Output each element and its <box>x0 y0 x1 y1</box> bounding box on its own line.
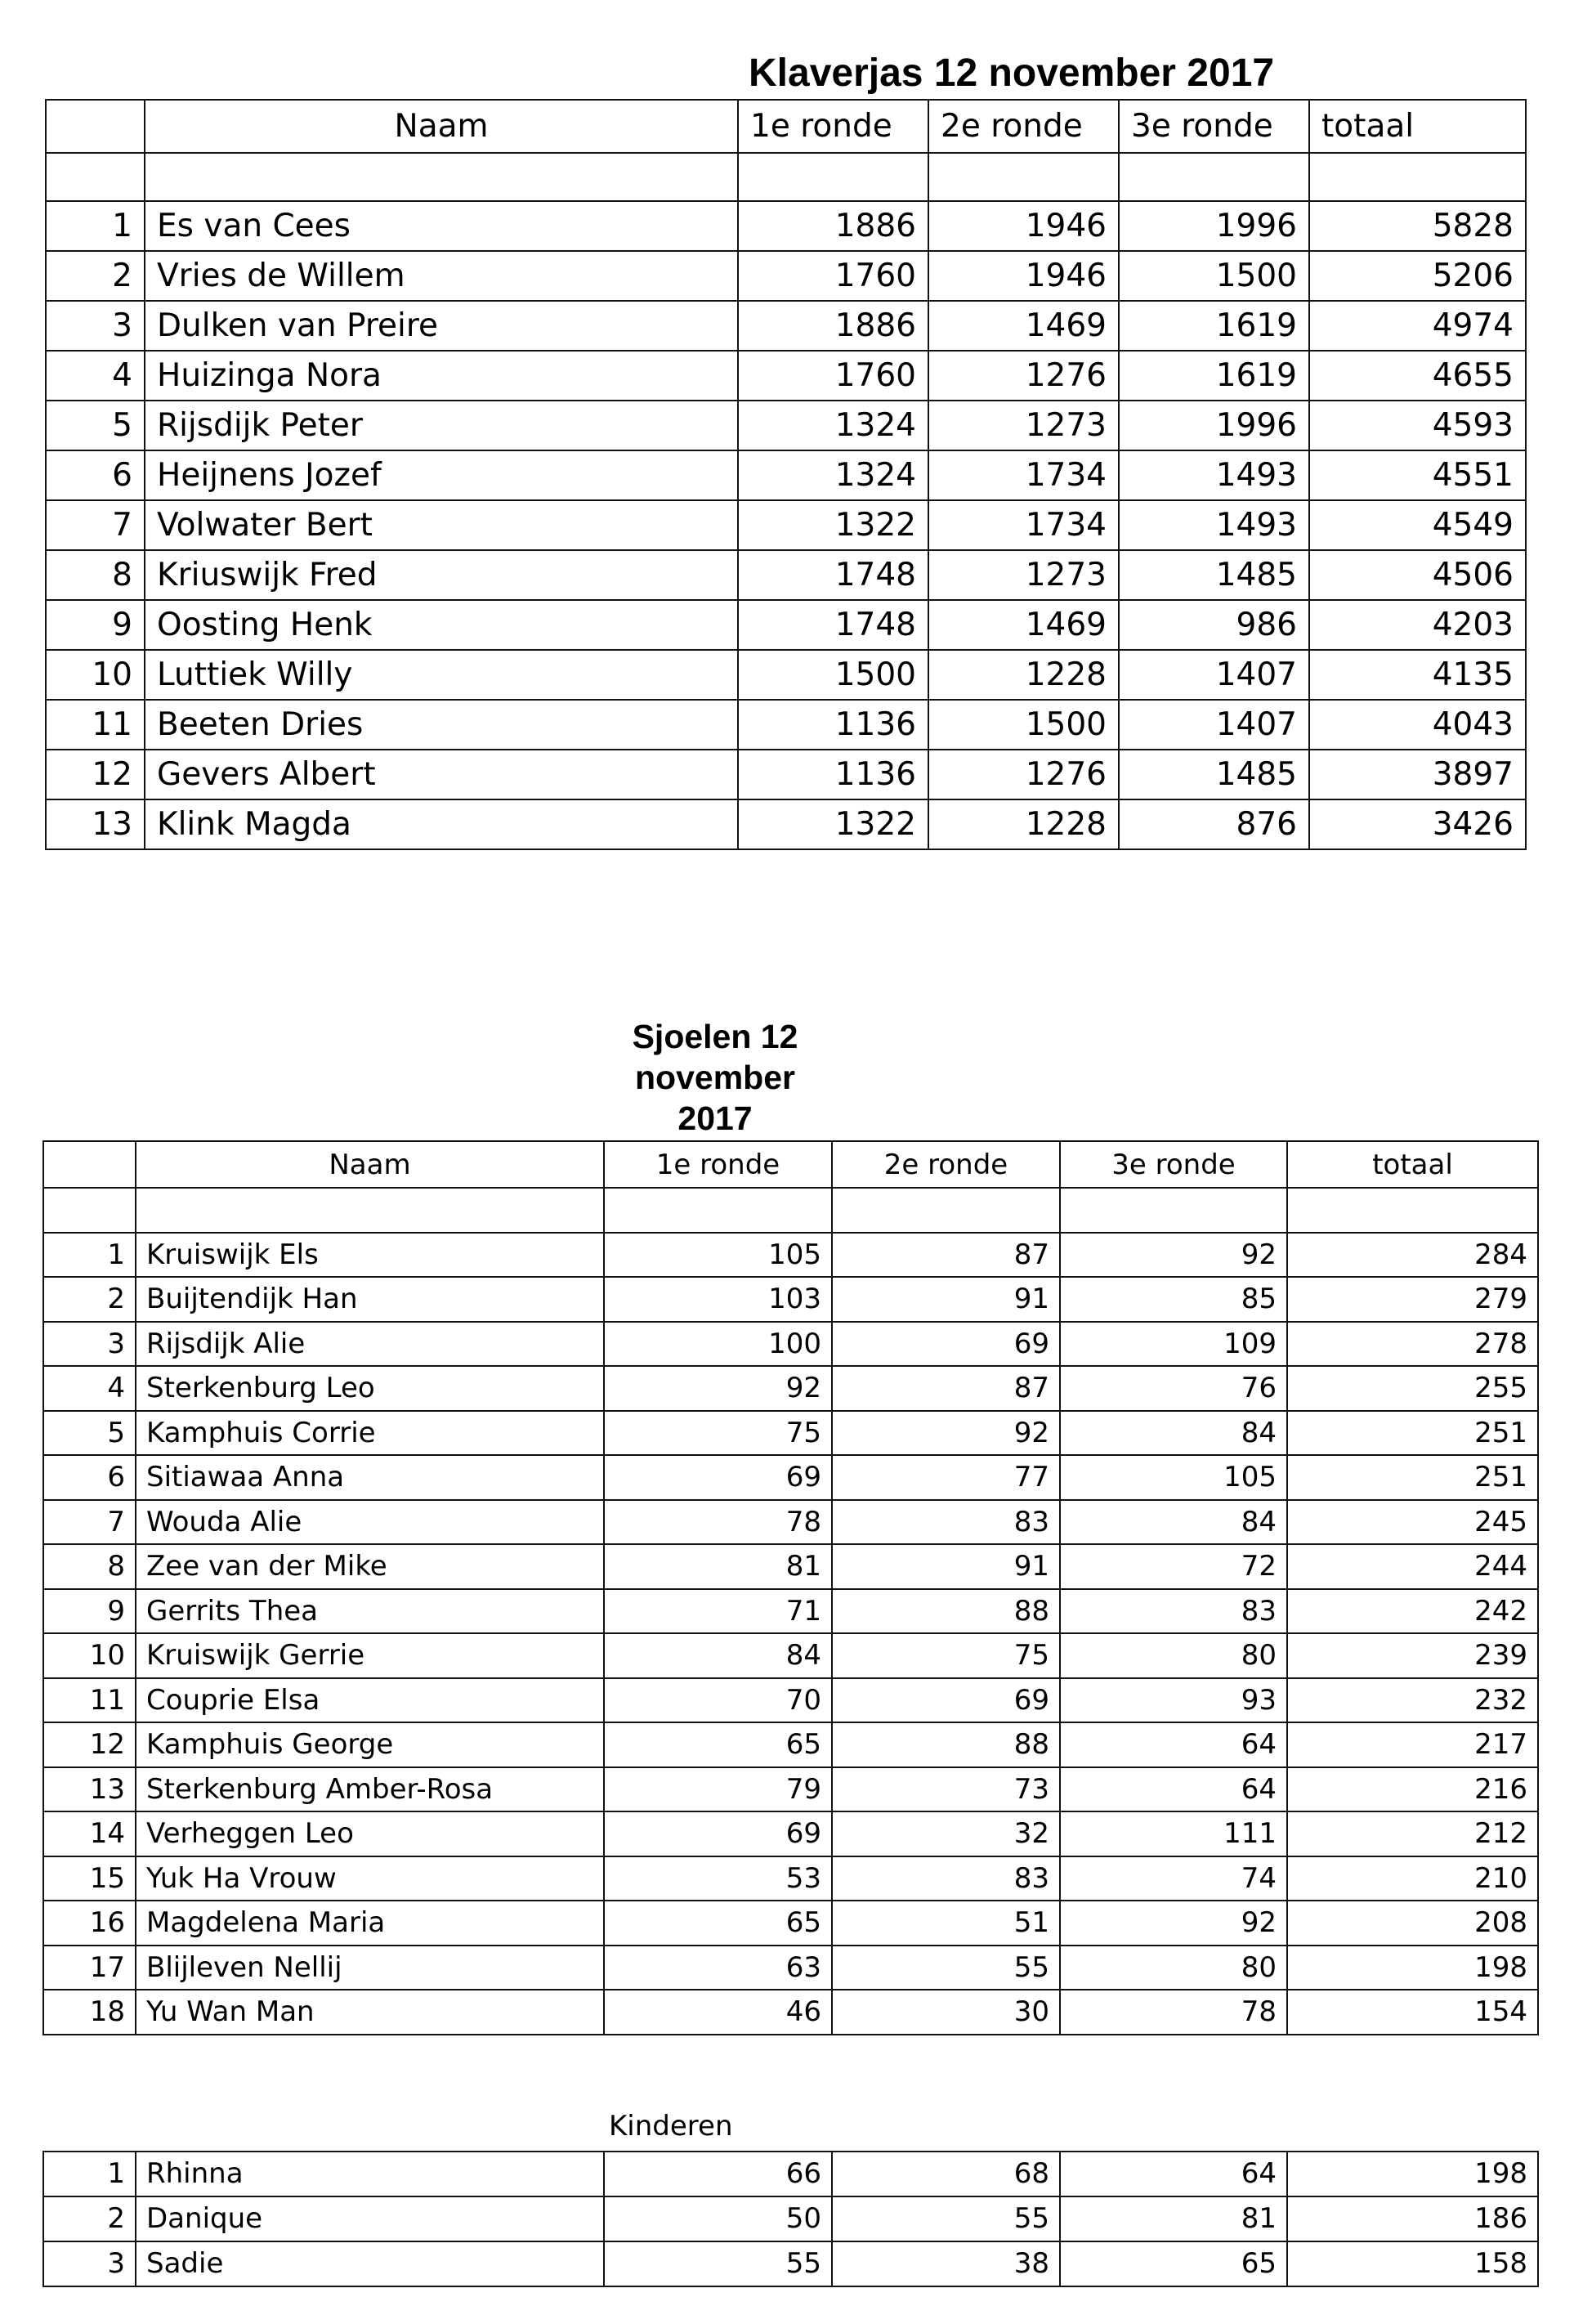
score-cell: 38 <box>832 2241 1060 2286</box>
empty-cell <box>1119 153 1309 201</box>
score-cell: 75 <box>832 1633 1060 1678</box>
rank-cell: 8 <box>46 550 145 600</box>
score-cell: 93 <box>1060 1678 1287 1723</box>
score-cell: 64 <box>1060 1722 1287 1767</box>
table-row <box>46 500 1526 550</box>
table-row <box>46 750 1526 799</box>
score-cell: 212 <box>1287 1811 1538 1856</box>
column-header: totaal <box>1287 1141 1538 1188</box>
table-row <box>46 700 1526 750</box>
score-cell: 1136 <box>738 750 928 799</box>
score-cell: 65 <box>604 1901 832 1946</box>
empty-cell <box>1060 1188 1287 1233</box>
score-cell: 78 <box>604 1500 832 1545</box>
score-cell: 244 <box>1287 1544 1538 1589</box>
score-cell: 4135 <box>1309 650 1526 700</box>
score-cell: 278 <box>1287 1322 1538 1367</box>
score-cell: 83 <box>832 1856 1060 1901</box>
score-cell: 32 <box>832 1811 1060 1856</box>
rank-cell: 1 <box>43 2152 136 2196</box>
empty-cell <box>145 153 738 201</box>
score-cell: 92 <box>832 1411 1060 1456</box>
table-row <box>43 1811 1538 1856</box>
empty-cell <box>136 1188 604 1233</box>
rank-cell: 3 <box>43 2241 136 2286</box>
name-cell: Danique <box>136 2196 604 2241</box>
kinderen-title: Kinderen <box>609 2110 733 2143</box>
sjoelen-title <box>597 1016 834 1139</box>
score-cell: 1322 <box>738 799 928 849</box>
table-row <box>46 650 1526 700</box>
score-cell: 84 <box>604 1633 832 1678</box>
score-cell: 69 <box>604 1455 832 1500</box>
score-cell: 232 <box>1287 1678 1538 1723</box>
empty-cell <box>1309 153 1526 201</box>
score-cell: 1273 <box>928 401 1119 450</box>
rank-cell: 17 <box>43 1946 136 1990</box>
rank-cell: 9 <box>43 1589 136 1634</box>
score-cell: 81 <box>1060 2196 1287 2241</box>
blank-row <box>43 1188 1538 1233</box>
table-row <box>43 1990 1538 2035</box>
score-cell: 30 <box>832 1990 1060 2035</box>
score-cell: 284 <box>1287 1233 1538 1278</box>
score-cell: 74 <box>1060 1856 1287 1901</box>
score-cell: 1276 <box>928 750 1119 799</box>
rank-cell: 2 <box>43 1277 136 1322</box>
name-cell: Magdelena Maria <box>136 1901 604 1946</box>
score-cell: 91 <box>832 1544 1060 1589</box>
score-cell: 76 <box>1060 1366 1287 1411</box>
table-row <box>46 351 1526 401</box>
column-header: Naam <box>136 1141 604 1188</box>
score-cell: 1996 <box>1119 201 1309 251</box>
score-cell: 1619 <box>1119 301 1309 351</box>
name-cell: Wouda Alie <box>136 1500 604 1545</box>
name-cell: Kruiswijk Gerrie <box>136 1633 604 1678</box>
rank-cell: 3 <box>46 301 145 351</box>
rank-cell: 10 <box>43 1633 136 1678</box>
name-cell: Couprie Elsa <box>136 1678 604 1723</box>
score-cell: 73 <box>832 1767 1060 1812</box>
sjoelen-title-line: Sjoelen 12 <box>632 1018 798 1055</box>
score-cell: 4974 <box>1309 301 1526 351</box>
table-row <box>43 2241 1538 2286</box>
table-row <box>46 251 1526 301</box>
rank-cell: 5 <box>46 401 145 450</box>
score-cell: 50 <box>604 2196 832 2241</box>
score-cell: 84 <box>1060 1411 1287 1456</box>
rank-cell: 18 <box>43 1990 136 2035</box>
empty-cell <box>928 153 1119 201</box>
score-cell: 85 <box>1060 1277 1287 1322</box>
score-cell: 69 <box>832 1678 1060 1723</box>
name-cell: Kamphuis Corrie <box>136 1411 604 1456</box>
name-cell: Kriuswijk Fred <box>145 550 738 600</box>
rank-cell: 14 <box>43 1811 136 1856</box>
name-cell: Vries de Willem <box>145 251 738 301</box>
empty-cell <box>43 1188 136 1233</box>
score-cell: 239 <box>1287 1633 1538 1678</box>
sjoelen-table <box>42 1140 1539 2035</box>
table-row <box>43 1946 1538 1990</box>
name-cell: Kruiswijk Els <box>136 1233 604 1278</box>
table-row <box>43 1322 1538 1367</box>
column-header: totaal <box>1309 100 1526 153</box>
klaverjas-table <box>45 99 1527 850</box>
score-cell: 1407 <box>1119 650 1309 700</box>
table-row <box>46 550 1526 600</box>
table-row <box>43 2196 1538 2241</box>
score-cell: 1500 <box>928 700 1119 750</box>
score-cell: 81 <box>604 1544 832 1589</box>
score-cell: 105 <box>1060 1455 1287 1500</box>
name-cell: Huizinga Nora <box>145 351 738 401</box>
rank-cell: 13 <box>46 799 145 849</box>
score-cell: 1228 <box>928 799 1119 849</box>
score-cell: 986 <box>1119 600 1309 650</box>
score-cell: 1946 <box>928 201 1119 251</box>
name-cell: Verheggen Leo <box>136 1811 604 1856</box>
name-cell: Dulken van Preire <box>145 301 738 351</box>
table-row <box>43 1500 1538 1545</box>
name-cell: Zee van der Mike <box>136 1544 604 1589</box>
score-cell: 70 <box>604 1678 832 1723</box>
score-cell: 3897 <box>1309 750 1526 799</box>
score-cell: 1500 <box>738 650 928 700</box>
table-row <box>43 1856 1538 1901</box>
score-cell: 88 <box>832 1722 1060 1767</box>
column-header: Naam <box>145 100 738 153</box>
score-cell: 55 <box>832 1946 1060 1990</box>
table-row <box>46 401 1526 450</box>
score-cell: 208 <box>1287 1901 1538 1946</box>
name-cell: Rijsdijk Peter <box>145 401 738 450</box>
score-cell: 1886 <box>738 301 928 351</box>
table-row <box>43 1411 1538 1456</box>
table-row <box>43 1233 1538 1278</box>
table-row <box>46 450 1526 500</box>
score-cell: 64 <box>1060 1767 1287 1812</box>
score-cell: 1734 <box>928 500 1119 550</box>
score-cell: 1760 <box>738 251 928 301</box>
score-cell: 1996 <box>1119 401 1309 450</box>
rank-cell: 9 <box>46 600 145 650</box>
empty-cell <box>604 1188 832 1233</box>
score-cell: 1136 <box>738 700 928 750</box>
score-cell: 4203 <box>1309 600 1526 650</box>
rank-cell: 4 <box>46 351 145 401</box>
table-row <box>46 301 1526 351</box>
score-cell: 83 <box>1060 1589 1287 1634</box>
header-row <box>46 100 1526 153</box>
score-cell: 1886 <box>738 201 928 251</box>
score-cell: 251 <box>1287 1455 1538 1500</box>
score-cell: 71 <box>604 1589 832 1634</box>
klaverjas-title: Klaverjas 12 november 2017 <box>749 51 1275 95</box>
sjoelen-title-line: 2017 <box>677 1099 753 1137</box>
score-cell: 69 <box>832 1322 1060 1367</box>
rank-cell: 8 <box>43 1544 136 1589</box>
score-cell: 1500 <box>1119 251 1309 301</box>
name-cell: Sterkenburg Amber-Rosa <box>136 1767 604 1812</box>
score-cell: 4655 <box>1309 351 1526 401</box>
name-cell: Klink Magda <box>145 799 738 849</box>
name-cell: Blijleven Nellij <box>136 1946 604 1990</box>
column-header: 2e ronde <box>832 1141 1060 1188</box>
score-cell: 55 <box>832 2196 1060 2241</box>
score-cell: 5828 <box>1309 201 1526 251</box>
score-cell: 91 <box>832 1277 1060 1322</box>
score-cell: 80 <box>1060 1633 1287 1678</box>
score-cell: 1748 <box>738 550 928 600</box>
score-cell: 1748 <box>738 600 928 650</box>
score-cell: 1228 <box>928 650 1119 700</box>
score-cell: 198 <box>1287 2152 1538 2196</box>
score-cell: 279 <box>1287 1277 1538 1322</box>
empty-cell <box>738 153 928 201</box>
rank-cell: 3 <box>43 1322 136 1367</box>
name-cell: Sitiawaa Anna <box>136 1455 604 1500</box>
table-row <box>43 1455 1538 1500</box>
table-row <box>43 1722 1538 1767</box>
score-cell: 1324 <box>738 450 928 500</box>
rank-cell: 4 <box>43 1366 136 1411</box>
score-cell: 1493 <box>1119 500 1309 550</box>
empty-cell <box>832 1188 1060 1233</box>
score-cell: 4506 <box>1309 550 1526 600</box>
rank-cell: 6 <box>46 450 145 500</box>
score-cell: 63 <box>604 1946 832 1990</box>
sjoelen-title-line: november <box>635 1059 795 1096</box>
column-header: 1e ronde <box>604 1141 832 1188</box>
header-row <box>43 1141 1538 1188</box>
score-cell: 3426 <box>1309 799 1526 849</box>
name-cell: Yuk Ha Vrouw <box>136 1856 604 1901</box>
score-cell: 198 <box>1287 1946 1538 1990</box>
score-cell: 4593 <box>1309 401 1526 450</box>
name-cell: Luttiek Willy <box>145 650 738 700</box>
score-cell: 154 <box>1287 1990 1538 2035</box>
score-cell: 75 <box>604 1411 832 1456</box>
empty-cell <box>46 153 145 201</box>
name-cell: Gerrits Thea <box>136 1589 604 1634</box>
rank-cell: 7 <box>43 1500 136 1545</box>
rank-cell: 10 <box>46 650 145 700</box>
score-cell: 92 <box>604 1366 832 1411</box>
score-cell: 1322 <box>738 500 928 550</box>
score-cell: 1276 <box>928 351 1119 401</box>
score-cell: 217 <box>1287 1722 1538 1767</box>
rank-cell: 5 <box>43 1411 136 1456</box>
rank-cell: 2 <box>46 251 145 301</box>
name-cell: Oosting Henk <box>145 600 738 650</box>
column-header: 3e ronde <box>1119 100 1309 153</box>
score-cell: 1946 <box>928 251 1119 301</box>
score-cell: 65 <box>604 1722 832 1767</box>
score-cell: 242 <box>1287 1589 1538 1634</box>
score-cell: 5206 <box>1309 251 1526 301</box>
score-cell: 92 <box>1060 1901 1287 1946</box>
score-cell: 78 <box>1060 1990 1287 2035</box>
name-cell: Rhinna <box>136 2152 604 2196</box>
name-cell: Rijsdijk Alie <box>136 1322 604 1367</box>
rank-cell: 11 <box>46 700 145 750</box>
rank-cell: 16 <box>43 1901 136 1946</box>
score-cell: 158 <box>1287 2241 1538 2286</box>
score-cell: 69 <box>604 1811 832 1856</box>
score-cell: 4549 <box>1309 500 1526 550</box>
score-cell: 1324 <box>738 401 928 450</box>
name-cell: Sadie <box>136 2241 604 2286</box>
column-header: 1e ronde <box>738 100 928 153</box>
score-cell: 80 <box>1060 1946 1287 1990</box>
score-cell: 1734 <box>928 450 1119 500</box>
name-cell: Heijnens Jozef <box>145 450 738 500</box>
score-cell: 186 <box>1287 2196 1538 2241</box>
score-cell: 105 <box>604 1233 832 1278</box>
name-cell: Volwater Bert <box>145 500 738 550</box>
score-cell: 79 <box>604 1767 832 1812</box>
score-cell: 1493 <box>1119 450 1309 500</box>
blank-row <box>46 153 1526 201</box>
table-row <box>46 799 1526 849</box>
score-cell: 88 <box>832 1589 1060 1634</box>
table-row <box>43 1678 1538 1723</box>
score-cell: 1760 <box>738 351 928 401</box>
score-cell: 1469 <box>928 301 1119 351</box>
score-cell: 1273 <box>928 550 1119 600</box>
score-cell: 84 <box>1060 1500 1287 1545</box>
score-cell: 4551 <box>1309 450 1526 500</box>
table-row <box>46 201 1526 251</box>
rank-cell: 15 <box>43 1856 136 1901</box>
score-cell: 876 <box>1119 799 1309 849</box>
score-cell: 111 <box>1060 1811 1287 1856</box>
rank-cell: 1 <box>43 1233 136 1278</box>
table-row <box>43 1901 1538 1946</box>
name-cell: Yu Wan Man <box>136 1990 604 2035</box>
kinderen-table <box>42 2151 1539 2287</box>
score-cell: 87 <box>832 1366 1060 1411</box>
score-cell: 1485 <box>1119 550 1309 600</box>
score-cell: 53 <box>604 1856 832 1901</box>
name-cell: Beeten Dries <box>145 700 738 750</box>
score-cell: 68 <box>832 2152 1060 2196</box>
score-cell: 83 <box>832 1500 1060 1545</box>
score-cell: 4043 <box>1309 700 1526 750</box>
score-cell: 251 <box>1287 1411 1538 1456</box>
score-cell: 109 <box>1060 1322 1287 1367</box>
score-cell: 64 <box>1060 2152 1287 2196</box>
table-row <box>43 1633 1538 1678</box>
score-cell: 100 <box>604 1322 832 1367</box>
name-cell: Es van Cees <box>145 201 738 251</box>
score-cell: 46 <box>604 1990 832 2035</box>
rank-cell: 6 <box>43 1455 136 1500</box>
score-cell: 216 <box>1287 1767 1538 1812</box>
rank-cell: 11 <box>43 1678 136 1723</box>
score-cell: 66 <box>604 2152 832 2196</box>
score-cell: 210 <box>1287 1856 1538 1901</box>
score-cell: 72 <box>1060 1544 1287 1589</box>
score-cell: 1619 <box>1119 351 1309 401</box>
column-header: 2e ronde <box>928 100 1119 153</box>
rank-cell: 12 <box>43 1722 136 1767</box>
rank-cell: 2 <box>43 2196 136 2241</box>
column-header <box>46 100 145 153</box>
score-cell: 103 <box>604 1277 832 1322</box>
name-cell: Buijtendijk Han <box>136 1277 604 1322</box>
column-header <box>43 1141 136 1188</box>
table-row <box>43 1589 1538 1634</box>
score-cell: 92 <box>1060 1233 1287 1278</box>
rank-cell: 13 <box>43 1767 136 1812</box>
table-row <box>43 1366 1538 1411</box>
table-row <box>46 600 1526 650</box>
score-cell: 87 <box>832 1233 1060 1278</box>
score-cell: 77 <box>832 1455 1060 1500</box>
table-row <box>43 1544 1538 1589</box>
empty-cell <box>1287 1188 1538 1233</box>
rank-cell: 1 <box>46 201 145 251</box>
rank-cell: 12 <box>46 750 145 799</box>
score-cell: 1469 <box>928 600 1119 650</box>
name-cell: Gevers Albert <box>145 750 738 799</box>
rank-cell: 7 <box>46 500 145 550</box>
name-cell: Kamphuis George <box>136 1722 604 1767</box>
table-row <box>43 2152 1538 2196</box>
score-cell: 65 <box>1060 2241 1287 2286</box>
score-cell: 51 <box>832 1901 1060 1946</box>
score-cell: 1485 <box>1119 750 1309 799</box>
score-cell: 55 <box>604 2241 832 2286</box>
score-cell: 245 <box>1287 1500 1538 1545</box>
score-cell: 255 <box>1287 1366 1538 1411</box>
table-row <box>43 1277 1538 1322</box>
column-header: 3e ronde <box>1060 1141 1287 1188</box>
table-row <box>43 1767 1538 1812</box>
name-cell: Sterkenburg Leo <box>136 1366 604 1411</box>
score-cell: 1407 <box>1119 700 1309 750</box>
